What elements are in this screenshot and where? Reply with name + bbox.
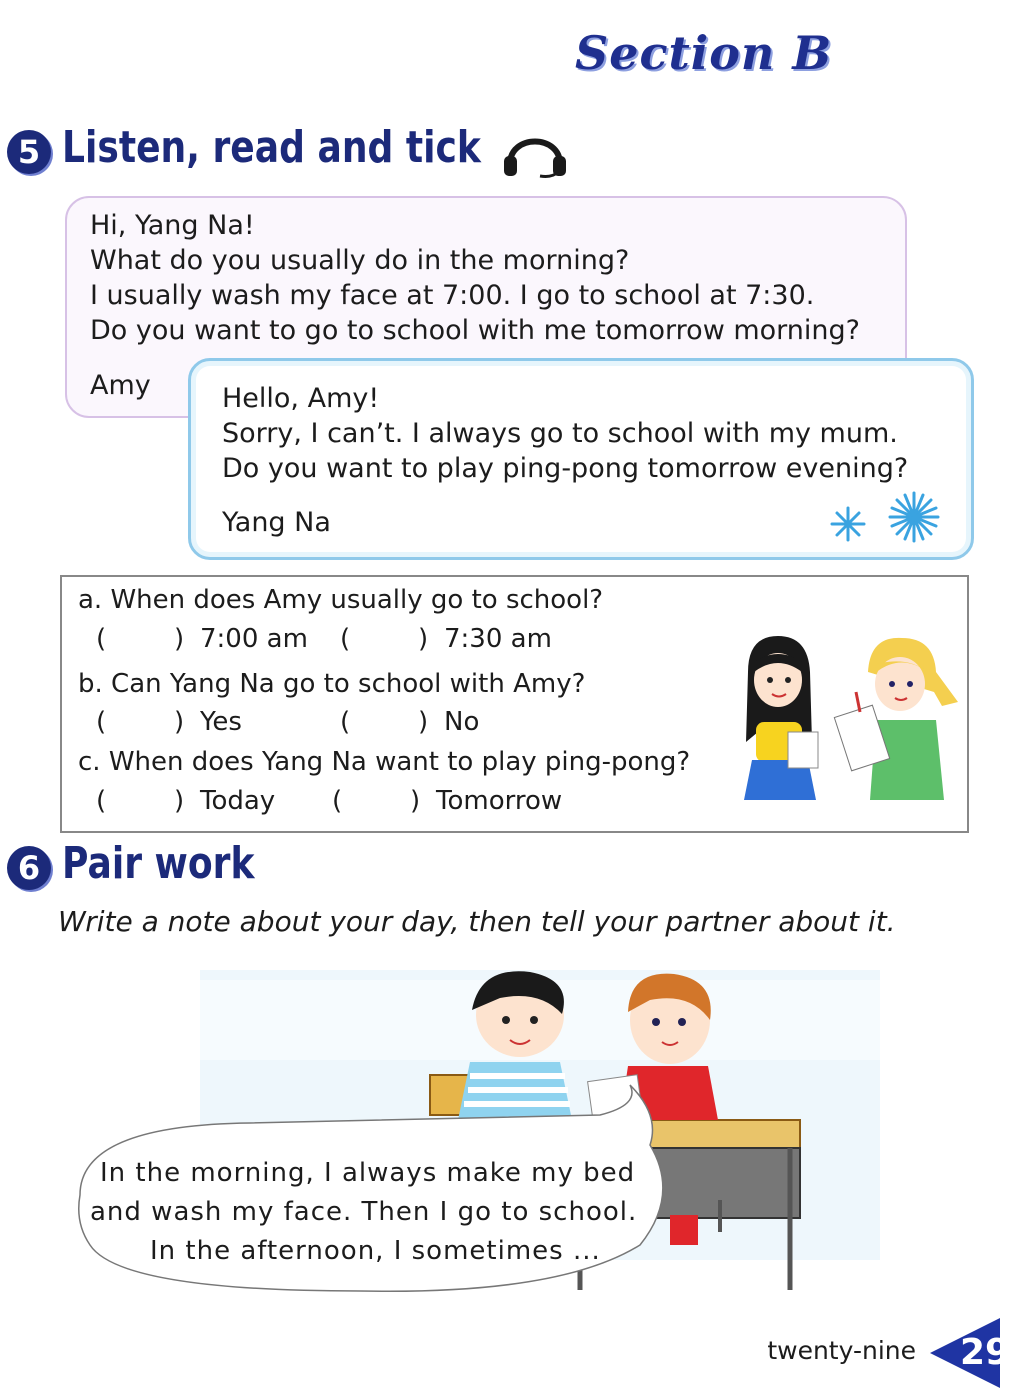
girls-illustration: [738, 632, 960, 804]
tick-box-open[interactable]: (: [96, 707, 107, 737]
note-amy-body: [90, 208, 860, 348]
tick-box-open[interactable]: (: [340, 624, 351, 654]
flower-icon: [826, 490, 946, 550]
tick-box-close: ): [174, 707, 185, 737]
letter-line: What do you usually do in the morning?: [90, 245, 630, 276]
option-label: 7:30 am: [444, 624, 552, 654]
tick-box-open[interactable]: (: [96, 624, 107, 654]
page-number-words: twenty-nine: [767, 1336, 916, 1365]
activity-number-badge: 5: [7, 130, 51, 174]
note-yangna-signature: Yang Na: [222, 507, 331, 538]
option-label: Yes: [200, 707, 242, 737]
bubble-line: In the morning, I always make my bed: [100, 1158, 636, 1188]
activity-title: Listen, read and tick: [62, 122, 481, 173]
tick-box-close: ): [410, 786, 421, 816]
letter-line: Do you want to play ping-pong tomorrow evening?: [222, 453, 909, 484]
option-label: 7:00 am: [200, 624, 308, 654]
activity-instruction: Write a note about your day, then tell your partner about it.: [58, 905, 896, 938]
tick-box-open[interactable]: (: [332, 786, 343, 816]
tick-box-open[interactable]: (: [340, 707, 351, 737]
activity-title: Pair work: [62, 838, 255, 889]
question-text: b. Can Yang Na go to school with Amy?: [78, 669, 586, 699]
option-label: Today: [200, 786, 276, 816]
page-number-tab: [930, 1318, 1010, 1388]
tick-box-close: ): [418, 707, 429, 737]
bubble-line: and wash my face. Then I go to school.: [90, 1197, 638, 1227]
letter-line: Sorry, I can’t. I always go to school with my mum.: [222, 418, 898, 449]
question-text: a. When does Amy usually go to school?: [78, 585, 604, 615]
headphones-icon: [502, 124, 568, 180]
option-label: Tomorrow: [436, 786, 563, 816]
letter-line: I usually wash my face at 7:00. I go to school at 7:30.: [90, 280, 815, 311]
letter-line: Do you want to go to school with me tomorrow morning?: [90, 315, 861, 346]
note-yangna-body: [222, 381, 908, 486]
option-label: No: [444, 707, 480, 737]
section-title: Section B: [575, 26, 833, 80]
letter-line: Hello, Amy!: [222, 383, 380, 414]
tick-box-open[interactable]: (: [96, 786, 107, 816]
tick-box-close: ): [418, 624, 429, 654]
page-number: 29: [960, 1332, 1010, 1373]
note-amy-signature: Amy: [90, 370, 151, 401]
tick-box-close: ): [174, 624, 185, 654]
bubble-line: In the afternoon, I sometimes ...: [150, 1236, 601, 1266]
question-text: c. When does Yang Na want to play ping-pong?: [78, 747, 691, 777]
activity-number-badge: 6: [7, 846, 51, 890]
tick-box-close: ): [174, 786, 185, 816]
letter-line: Hi, Yang Na!: [90, 210, 255, 241]
